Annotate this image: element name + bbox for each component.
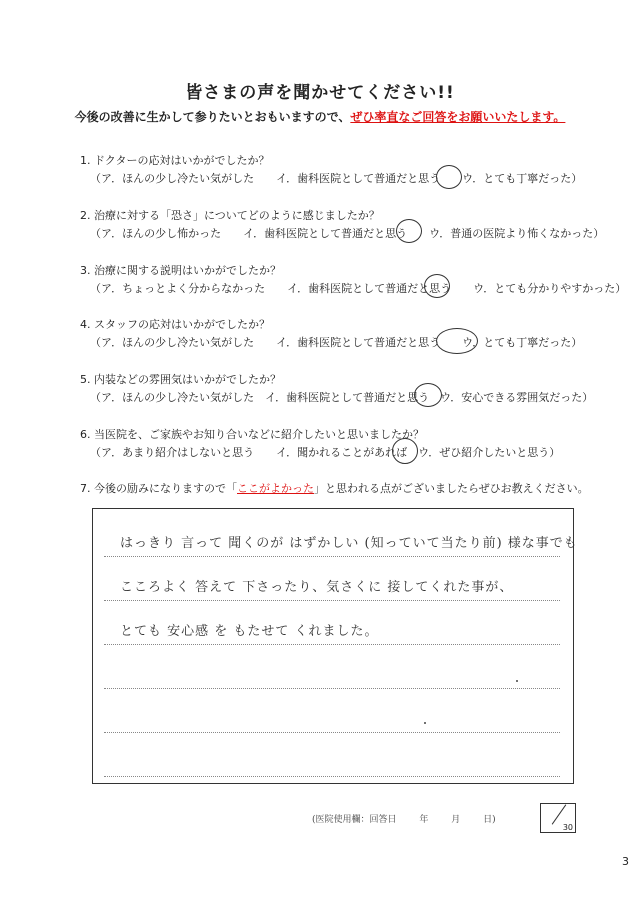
month-label: 月 <box>451 815 461 825</box>
score-total: 30 <box>562 823 573 832</box>
answer-line <box>104 732 560 733</box>
score-box <box>540 803 576 833</box>
score-slash <box>552 804 567 824</box>
selected-answer-circle <box>436 165 462 189</box>
handwritten-line: はっきり 言って 聞くのが はずかしい (知っていて当たり前) 様な事でも <box>120 536 578 551</box>
question-3 <box>80 262 626 298</box>
page-number: 3 <box>622 855 629 868</box>
question-7 <box>80 480 589 498</box>
question-text: 2. 治療に対する「恐さ」についてどのように感じましたか？ <box>80 209 380 222</box>
question-text: 7. 今後の励みになりますので「 <box>80 482 237 495</box>
question-2 <box>80 207 604 243</box>
answer-options: （ア．ほんの少し冷たい気がした イ．歯科医院として普通だと思う ウ．とても丁寧だった） <box>90 172 583 185</box>
question-4 <box>80 316 582 352</box>
subtitle-text: 今後の改善に生かして参りたいとおもいますので、 <box>74 110 351 124</box>
question-6 <box>80 426 560 462</box>
selected-answer-circle <box>436 328 478 354</box>
question-7-highlight: ここがよかった <box>237 482 314 495</box>
question-text: 4. スタッフの応対はいかがでしたか？ <box>80 318 270 331</box>
answer-options: （ア．あまり紹介はしないと思う イ．聞かれることがあれば ウ．ぜひ紹介したいと思う） <box>90 446 561 459</box>
clinic-use-label: (医院使用欄：回答日 <box>312 815 397 825</box>
answer-options: （ア．ちょっとよく分からなかった イ．歯科医院として普通だと思う ウ．とても分かりやすかった） <box>90 282 627 295</box>
ink-speck <box>516 680 518 682</box>
question-1 <box>80 152 582 188</box>
selected-answer-circle <box>396 219 422 243</box>
answer-options: （ア．ほんの少し冷たい気がした イ．歯科医院として普通だと思う ウ．安心できる雰囲気だった） <box>90 391 594 404</box>
question-text: 6. 当医院を、ご家族やお知り合いなどに紹介したいと思いましたか？ <box>80 428 424 441</box>
selected-answer-circle <box>414 383 442 407</box>
question-text: 3. 治療に関する説明はいかがでしたか？ <box>80 264 281 277</box>
subtitle-highlight: ぜひ率直なご回答をお願いいたします。 <box>350 110 566 124</box>
answer-options: （ア．ほんの少し怖かった イ．歯科医院として普通だと思う ウ．普通の医院より怖くなかった） <box>90 227 605 240</box>
ink-speck <box>424 722 426 724</box>
year-label: 年 <box>419 815 429 825</box>
answer-options: （ア．ほんの少し冷たい気がした イ．歯科医院として普通だと思う ウ．とても丁寧だった） <box>90 336 583 349</box>
answer-line <box>104 600 560 601</box>
survey-title: 皆さまの声を聞かせてください!! <box>185 83 455 103</box>
clinic-use-field <box>312 812 516 825</box>
selected-answer-circle <box>424 274 450 298</box>
question-text: 1. ドクターの応対はいかがでしたか？ <box>80 154 270 167</box>
answer-line <box>104 644 560 645</box>
handwritten-line: とても 安心感 を もたせて くれました。 <box>120 624 379 639</box>
survey-subtitle <box>0 108 640 125</box>
answer-line <box>104 688 560 689</box>
answer-line <box>104 556 560 557</box>
question-5 <box>80 371 593 407</box>
answer-line <box>104 776 560 777</box>
question-text: 」と思われる点がございましたらぜひお教えください。 <box>314 482 589 495</box>
day-label: 日) <box>483 815 496 825</box>
selected-answer-circle <box>392 438 418 464</box>
question-text: 5. 内装などの雰囲気はいかがでしたか？ <box>80 373 281 386</box>
handwritten-line: こころよく 答えて 下さったり、気さくに 接してくれた事が、 <box>120 580 514 595</box>
